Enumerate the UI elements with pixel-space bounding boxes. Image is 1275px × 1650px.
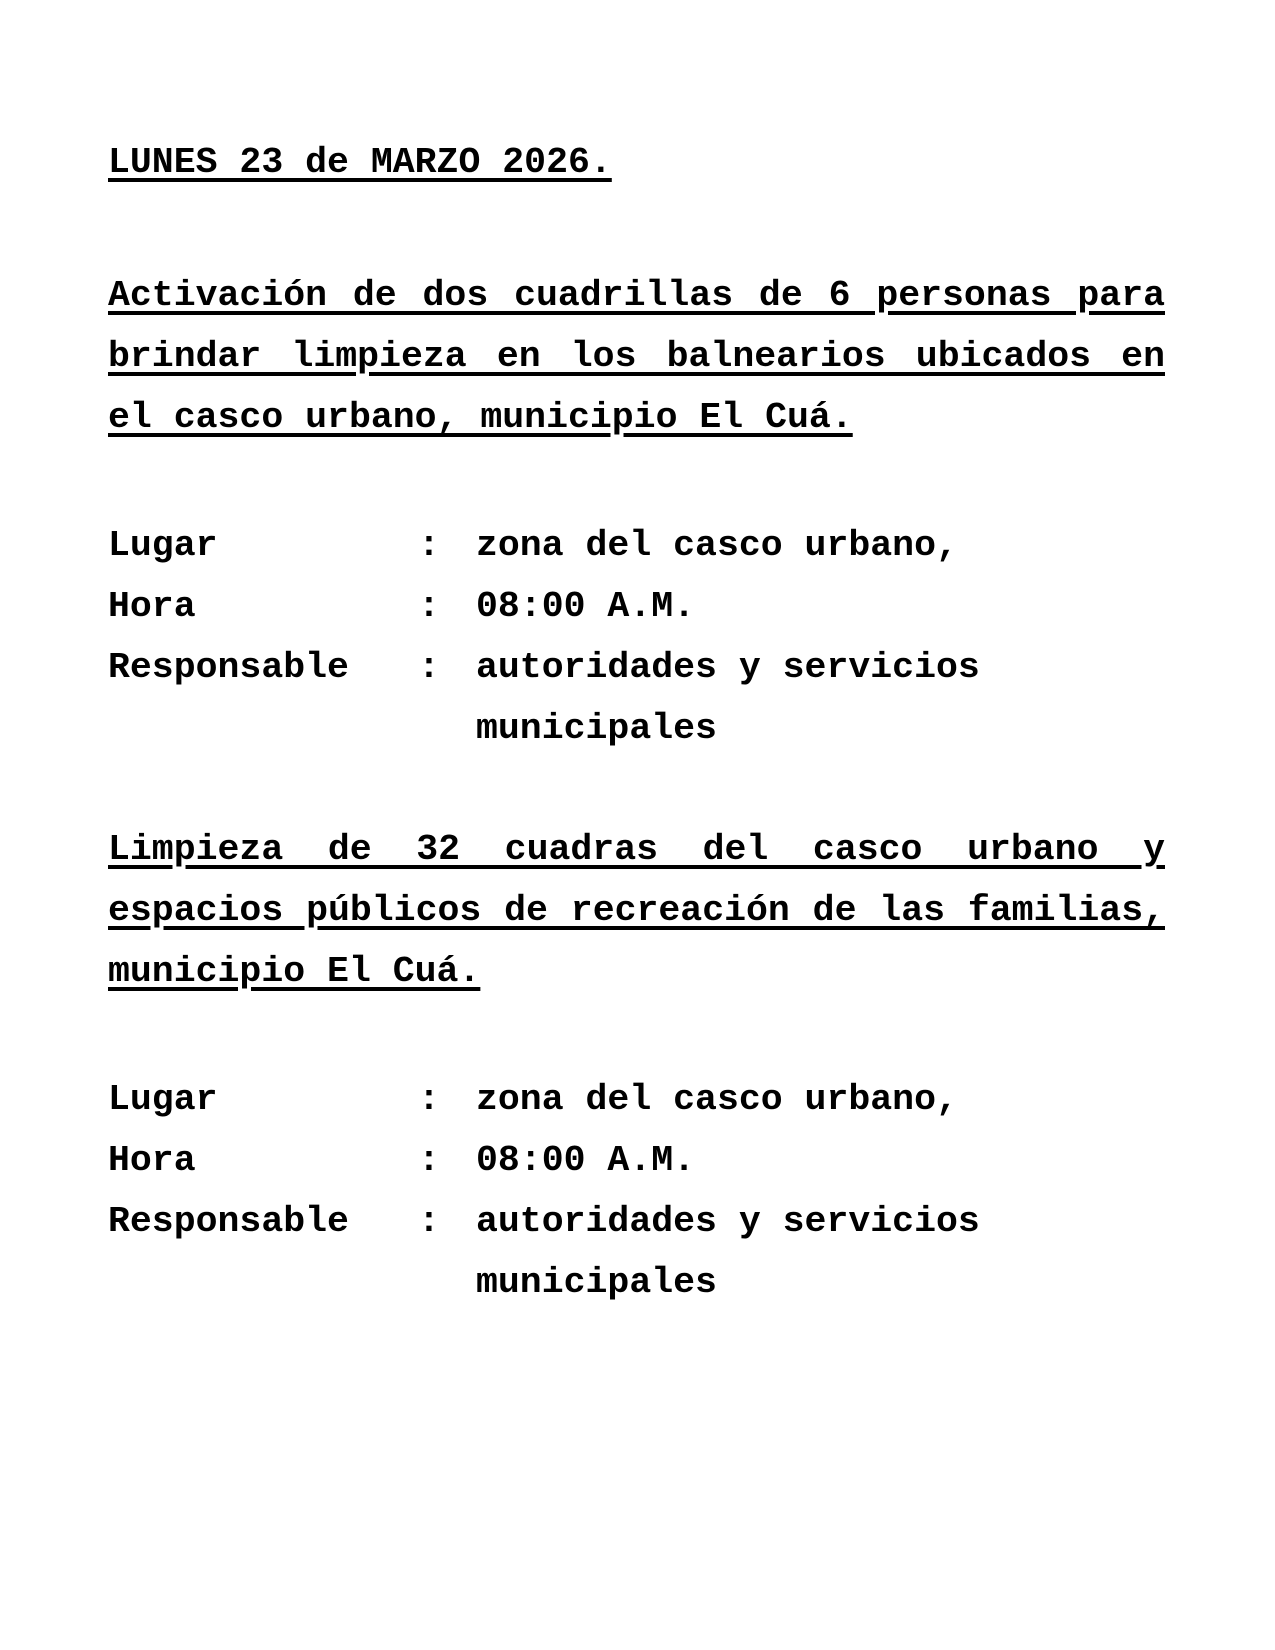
detail-label: Hora — [108, 586, 196, 627]
detail-value: autoridades y servicios municipales — [476, 1201, 980, 1303]
detail-label: Responsable — [108, 1201, 349, 1242]
detail-value: zona del casco urbano, — [476, 525, 958, 566]
colon-separator: : — [418, 525, 440, 566]
colon-separator: : — [418, 1201, 440, 1242]
detail-value: 08:00 A.M. — [476, 1140, 696, 1181]
date-heading: LUNES 23 de MARZO 2026. — [108, 142, 612, 183]
colon-separator: : — [418, 1079, 440, 1120]
colon-separator: : — [418, 1140, 440, 1181]
section-heading-activacion: Activación de dos cuadrillas de 6 personas para brindar limpieza en los balnearios ubicados en el casco urbano, municipio El Cuá. — [108, 275, 1165, 438]
detail-label: Lugar — [108, 1079, 218, 1120]
section-heading-limpieza: Limpieza de 32 cuadras del casco urbano y espacios públicos de recreación de las familias, municipio El Cuá. — [108, 829, 1165, 992]
detail-label: Responsable — [108, 647, 349, 688]
detail-value: zona del casco urbano, — [476, 1079, 958, 1120]
details-block-1 — [108, 515, 1165, 759]
detail-value: 08:00 A.M. — [476, 586, 696, 627]
detail-label: Hora — [108, 1140, 196, 1181]
detail-value: autoridades y servicios municipales — [476, 647, 980, 749]
colon-separator: : — [418, 647, 440, 688]
colon-separator: : — [418, 586, 440, 627]
details-block-2 — [108, 1069, 1165, 1313]
detail-label: Lugar — [108, 525, 218, 566]
